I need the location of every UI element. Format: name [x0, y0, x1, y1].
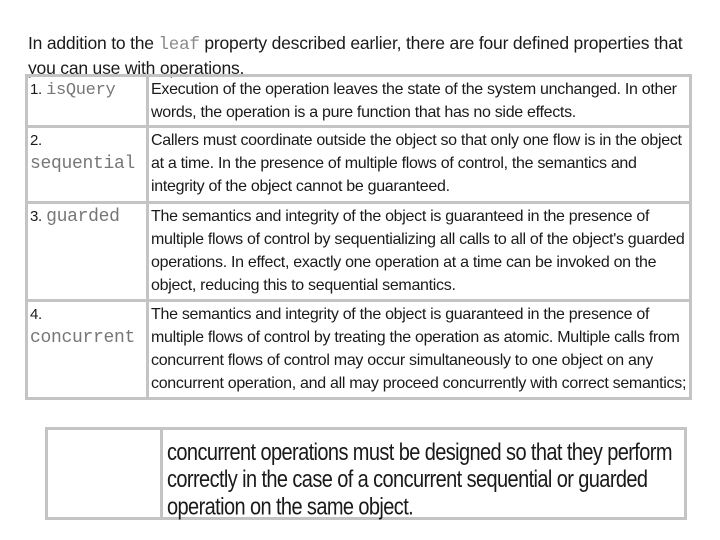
continuation-table: [45, 427, 687, 520]
table-row: [27, 76, 691, 127]
property-description-cell: Execution of the operation leaves the state of the system unchanged. In other words, the operation is a pure function that has no side effects.: [148, 76, 691, 127]
intro-after: property described earlier, there are four defined properties that you can use with operations.: [28, 32, 683, 78]
table-row: [27, 203, 691, 301]
property-name-cell: [27, 76, 148, 127]
property-keyword: isQuery: [46, 81, 116, 100]
intro-code-leaf: leaf: [158, 34, 200, 55]
property-keyword: concurrent: [30, 328, 136, 348]
property-description-cell: The semantics and integrity of the object is guaranteed in the presence of multiple flows of control by sequentializing all calls to all of the object's guarded operations. In effect, exactly one operation at a time can be invoked on the object, reducing this to sequential semantics.: [148, 203, 691, 301]
property-keyword: sequential: [30, 154, 136, 174]
property-keyword: guarded: [46, 207, 120, 227]
property-description-cell: The semantics and integrity of the object is guaranteed in the presence of multiple flows of control by treating the operation as atomic. Multiple calls from concurrent flows of control may occur simultaneously to one object on any concurrent operation, and all may proceed concurrently with correct semantics;: [148, 301, 691, 399]
continuation-text: concurrent operations must be designed so that they perform correctly in the case of a concurrent sequential or guarded operation on the same object.: [167, 440, 672, 521]
continuation-empty-cell: [47, 429, 162, 519]
properties-table: [25, 74, 692, 400]
property-name-cell: [27, 301, 148, 399]
property-description-cell: Callers must coordinate outside the object so that only one flow is in the object at a time. In the presence of multiple flows of control, the semantics and integrity of the object cannot be guaranteed.: [148, 127, 691, 203]
property-number: 3.: [30, 208, 42, 225]
table-row: [27, 301, 691, 399]
property-number: 2.: [30, 132, 42, 149]
property-number: 1.: [30, 81, 42, 98]
property-name-cell: [27, 127, 148, 203]
property-name-cell: [27, 203, 148, 301]
table-row: [47, 429, 686, 519]
continuation-text-cell: [162, 429, 686, 519]
table-row: [27, 127, 691, 203]
property-number: 4.: [30, 306, 42, 323]
intro-paragraph: [28, 32, 698, 80]
intro-before: In addition to the: [28, 32, 159, 53]
